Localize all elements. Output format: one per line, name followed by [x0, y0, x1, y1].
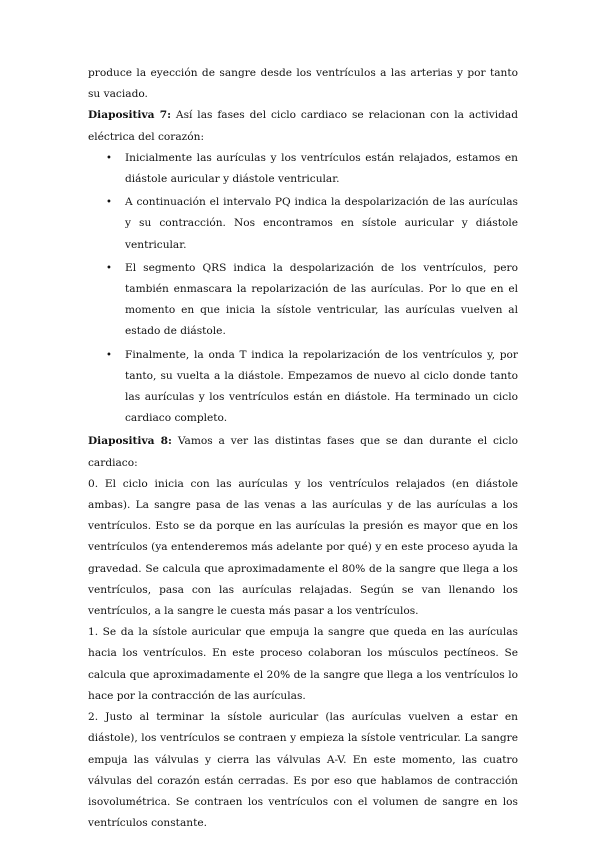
- list-item: • Inicialmente las aurículas y los ventrículos están relajados, estamos en diástole auricular y diástole ventricular.: [125, 148, 518, 190]
- slide7-bullet-list: [88, 148, 518, 430]
- list-item: • El segmento QRS indica la despolarización de los ventrículos, pero también enmascara la repolarización de las aurículas. Por lo que en el momento en que inicia la sístole ventricular, las aurículas vuelven al estado de diástole.: [125, 258, 518, 343]
- bullet-icon: •: [106, 197, 112, 209]
- bullet-icon: •: [106, 262, 112, 274]
- bullet-icon: •: [106, 152, 112, 164]
- slide7-label: Diapositiva 7:: [88, 109, 171, 122]
- slide8-heading: [88, 431, 518, 473]
- bullet-icon: •: [106, 349, 112, 361]
- phase-paragraph: 1. Se da la sístole auricular que empuja la sangre que queda en las aurículas hacia los ventrículos. En este proceso colaboran los músculos pectíneos. Se calcula que aproximadamente el 20% de la sangre que llega a los ventrículos lo hace por la contracción de las aurículas.: [88, 626, 518, 702]
- phase-paragraph: 0. El ciclo inicia con las aurículas y los ventrículos relajados (en diástole ambas). La sangre pasa de las venas a las aurículas y de las aurículas a los ventrículos. Esto se da porque en las aurículas la presión es mayor que en los ventrículos (ya entenderemos más adelante por qué) y en este proceso ayuda la gravedad. Se calcula que aproximadamente el 80% de la sangre que llega a los ventrículos, pasa con las aurículas relajadas. Según se van llenando los ventrículos, a la sangre le cuesta más pasar a los ventrículos.: [88, 477, 518, 618]
- slide7-heading: [88, 105, 518, 147]
- phase-paragraph: 2. Justo al terminar la sístole auricular (las aurículas vuelven a estar en diástole), los ventrículos se contraen y empieza la sístole ventricular. La sangre empuja las válvulas y cierra las válvulas A-V. En este momento, las cuatro válvulas del corazón están cerradas. Es por eso que hablamos de contracción isovolumétrica. Se contraen los ventrículos con el volumen de sangre en los ventrículos constante.: [88, 711, 518, 830]
- slide8-label: Diapositiva 8:: [88, 435, 172, 448]
- slide7-text: Así las fases del ciclo cardiaco se relacionan con la actividad eléctrica del corazón:: [88, 109, 518, 143]
- intro-paragraph: produce la eyección de sangre desde los ventrículos a las arterias y por tanto su vaciado.: [88, 67, 518, 101]
- document-page: [88, 63, 518, 834]
- list-item: • A continuación el intervalo PQ indica la despolarización de las aurículas y su contracción. Nos encontramos en sístole auricular y diástole ventricular.: [125, 192, 518, 256]
- slide8-text: Vamos a ver las distintas fases que se dan durante el ciclo cardiaco:: [88, 435, 518, 469]
- list-item: • Finalmente, la onda T indica la repolarización de los ventrículos y, por tanto, su vuelta a la diástole. Empezamos de nuevo al ciclo donde tanto las aurículas y los ventrículos están en diástole. Ha terminado un ciclo cardiaco completo.: [125, 345, 518, 430]
